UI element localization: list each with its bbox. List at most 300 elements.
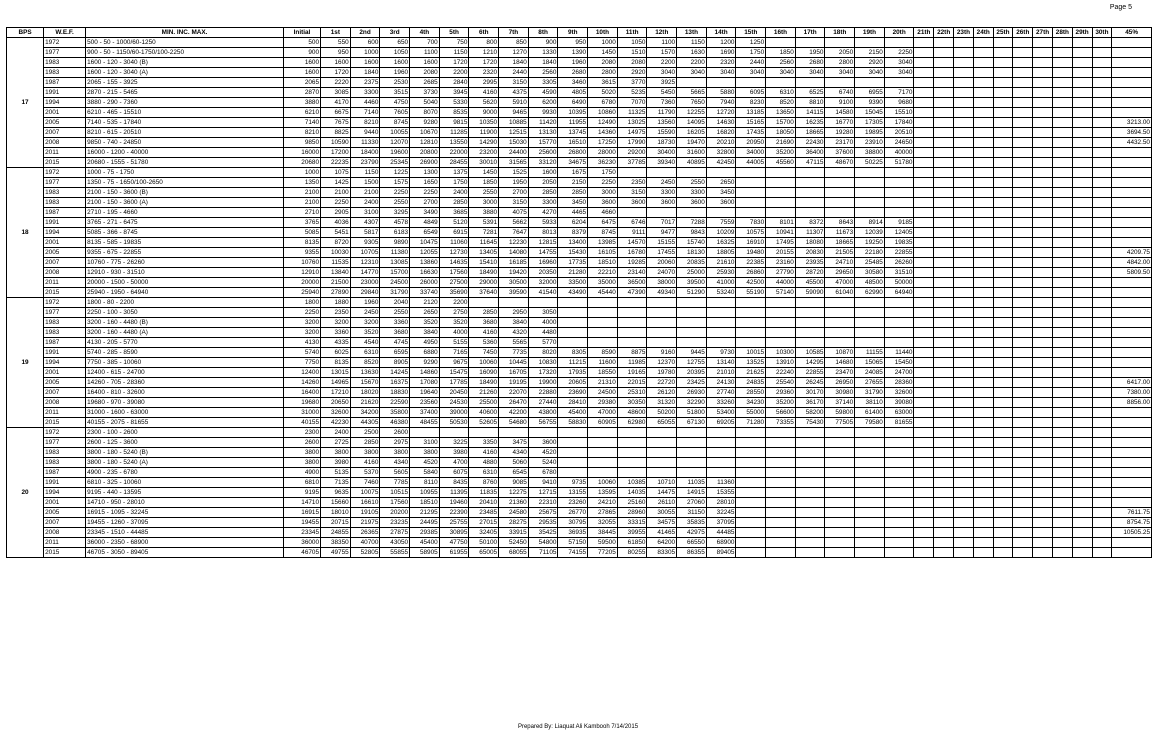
wef-year-cell: 2011 <box>44 538 86 548</box>
stage-cell <box>914 548 934 558</box>
stage-cell <box>1092 288 1112 298</box>
stage-cell <box>1072 518 1092 528</box>
stage-cell <box>973 208 993 218</box>
stage-cell: 16205 <box>677 128 707 138</box>
stage-cell: 30980 <box>825 388 855 398</box>
percent-45-cell <box>1112 218 1152 228</box>
initial-pay-cell: 1350 <box>283 178 320 188</box>
pay-range-cell: 31000 - 1600 - 63000 <box>86 408 284 418</box>
stage-cell: 6490 <box>558 98 588 108</box>
stage-cell <box>993 188 1013 198</box>
stage-cell: 45560 <box>766 158 796 168</box>
pay-range-cell: 8135 - 585 - 19835 <box>86 238 284 248</box>
stage-cell: 41000 <box>706 278 736 288</box>
stage-cell: 22390 <box>439 508 469 518</box>
wef-year-cell: 2005 <box>44 248 86 258</box>
stage-cell <box>1092 358 1112 368</box>
stage-cell <box>973 178 993 188</box>
stage-cell: 47000 <box>588 408 618 418</box>
stage-cell <box>993 48 1013 58</box>
wef-year-cell: 2007 <box>44 258 86 268</box>
stage-cell <box>914 48 934 58</box>
stage-cell <box>934 108 954 118</box>
stage-cell: 2250 <box>410 188 440 198</box>
pay-range-cell: 12910 - 930 - 31510 <box>86 268 284 278</box>
stage-cell: 2800 <box>588 68 618 78</box>
stage-cell <box>825 438 855 448</box>
stage-cell: 61400 <box>855 408 885 418</box>
stage-cell <box>973 108 993 118</box>
stage-cell <box>1092 458 1112 468</box>
stage-cell <box>1092 538 1112 548</box>
percent-45-cell <box>1112 188 1152 198</box>
stage-cell <box>993 258 1013 268</box>
stage-cell: 16090 <box>469 368 499 378</box>
stage-cell <box>1033 338 1053 348</box>
stage-cell: 1600 <box>528 168 558 178</box>
stage-cell: 9930 <box>528 108 558 118</box>
stage-cell: 21690 <box>766 138 796 148</box>
stage-cell <box>1092 268 1112 278</box>
stage-cell <box>736 178 766 188</box>
stage-cell: 40000 <box>884 148 914 158</box>
stage-cell: 950 <box>558 38 588 48</box>
initial-pay-cell: 3800 <box>283 458 320 468</box>
stage-cell <box>954 208 974 218</box>
stage-cell: 3600 <box>588 198 618 208</box>
stage-cell <box>914 408 934 418</box>
stage-cell: 4805 <box>558 88 588 98</box>
initial-pay-cell: 2100 <box>283 198 320 208</box>
stage-cell <box>1092 468 1112 478</box>
wef-year-cell: 1994 <box>44 228 86 238</box>
table-row <box>7 368 1152 378</box>
percent-45-cell <box>1112 98 1152 108</box>
column-header: 27th <box>1033 28 1053 38</box>
stage-cell: 9111 <box>617 228 647 238</box>
stage-cell <box>825 318 855 328</box>
stage-cell <box>736 338 766 348</box>
stage-cell: 5770 <box>528 338 558 348</box>
stage-cell <box>884 208 914 218</box>
stage-cell: 29385 <box>410 528 440 538</box>
stage-cell: 1850 <box>469 178 499 188</box>
stage-cell: 20350 <box>528 268 558 278</box>
stage-cell <box>647 458 677 468</box>
stage-cell: 10060 <box>588 478 618 488</box>
stage-cell <box>914 258 934 268</box>
stage-cell <box>954 348 974 358</box>
pay-range-cell: 7140 - 535 - 17840 <box>86 118 284 128</box>
stage-cell: 59800 <box>825 408 855 418</box>
stage-cell <box>1013 548 1033 558</box>
stage-cell: 34675 <box>558 158 588 168</box>
stage-cell: 1390 <box>558 48 588 58</box>
stage-cell: 3685 <box>439 208 469 218</box>
stage-cell: 17735 <box>558 258 588 268</box>
stage-cell <box>1072 348 1092 358</box>
stage-cell <box>617 318 647 328</box>
stage-cell <box>1033 138 1053 148</box>
stage-cell <box>1092 78 1112 88</box>
stage-cell: 9680 <box>884 98 914 108</box>
stage-cell <box>1052 518 1072 528</box>
stage-cell: 3300 <box>677 188 707 198</box>
stage-cell <box>954 428 974 438</box>
percent-45-cell <box>1112 198 1152 208</box>
column-header: 12th <box>647 28 677 38</box>
stage-cell <box>1013 508 1033 518</box>
stage-cell <box>766 538 796 548</box>
stage-cell <box>1033 418 1053 428</box>
stage-cell: 30500 <box>499 278 529 288</box>
stage-cell <box>914 78 934 88</box>
stage-cell: 2080 <box>588 58 618 68</box>
bps-grade-label: 20 <box>7 428 44 558</box>
stage-cell <box>1013 348 1033 358</box>
stage-cell <box>993 388 1013 398</box>
stage-cell: 2350 <box>321 308 351 318</box>
wef-year-cell: 2008 <box>44 398 86 408</box>
stage-cell: 3680 <box>380 328 410 338</box>
stage-cell <box>954 498 974 508</box>
stage-cell: 30795 <box>558 518 588 528</box>
stage-cell <box>993 468 1013 478</box>
wef-year-cell: 2011 <box>44 278 86 288</box>
stage-cell <box>1013 298 1033 308</box>
stage-cell <box>1033 488 1053 498</box>
stage-cell: 2950 <box>499 308 529 318</box>
stage-cell: 9635 <box>321 488 351 498</box>
stage-cell: 10209 <box>706 228 736 238</box>
stage-cell: 28275 <box>499 518 529 528</box>
stage-cell: 1200 <box>706 38 736 48</box>
stage-cell: 29360 <box>766 388 796 398</box>
wef-year-cell: 2001 <box>44 108 86 118</box>
stage-cell: 2800 <box>825 58 855 68</box>
pay-range-cell: 3200 - 160 - 4480 (A) <box>86 328 284 338</box>
stage-cell: 61955 <box>439 548 469 558</box>
stage-cell: 7460 <box>350 478 380 488</box>
stage-cell <box>993 128 1013 138</box>
stage-cell: 22430 <box>795 138 825 148</box>
stage-cell <box>558 328 588 338</box>
stage-cell: 10710 <box>647 478 677 488</box>
stage-cell: 23260 <box>558 498 588 508</box>
stage-cell: 800 <box>469 38 499 48</box>
stage-cell: 64940 <box>884 288 914 298</box>
page-number: Page 5 <box>1109 4 1132 11</box>
stage-cell: 56600 <box>766 408 796 418</box>
stage-cell <box>884 538 914 548</box>
stage-cell: 31565 <box>499 158 529 168</box>
table-row <box>7 288 1152 298</box>
stage-cell: 6549 <box>410 228 440 238</box>
stage-cell: 28455 <box>439 158 469 168</box>
stage-cell: 14115 <box>795 108 825 118</box>
percent-45-cell <box>1112 238 1152 248</box>
stage-cell: 8590 <box>588 348 618 358</box>
stage-cell <box>934 428 954 438</box>
stage-cell <box>1013 288 1033 298</box>
stage-cell: 3040 <box>795 68 825 78</box>
stage-cell <box>677 208 707 218</box>
pay-range-cell: 2100 - 150 - 3600 (A) <box>86 198 284 208</box>
stage-cell: 18830 <box>380 388 410 398</box>
stage-cell <box>973 538 993 548</box>
stage-cell: 81655 <box>884 418 914 428</box>
stage-cell <box>1013 218 1033 228</box>
stage-cell <box>954 108 974 118</box>
stage-cell: 52605 <box>469 418 499 428</box>
stage-cell <box>934 278 954 288</box>
stage-cell: 2905 <box>321 208 351 218</box>
stage-cell <box>914 198 934 208</box>
stage-cell: 36500 <box>617 278 647 288</box>
stage-cell <box>993 138 1013 148</box>
stage-cell: 22240 <box>766 368 796 378</box>
stage-cell <box>795 318 825 328</box>
stage-cell <box>795 448 825 458</box>
stage-cell: 2850 <box>350 438 380 448</box>
stage-cell: 3615 <box>588 78 618 88</box>
stage-cell <box>825 478 855 488</box>
stage-cell: 13405 <box>469 248 499 258</box>
stage-cell: 10385 <box>617 478 647 488</box>
stage-cell <box>914 388 934 398</box>
stage-cell: 18050 <box>766 128 796 138</box>
stage-cell: 22720 <box>647 378 677 388</box>
stage-cell: 2550 <box>380 308 410 318</box>
stage-cell <box>1052 488 1072 498</box>
stage-cell: 7785 <box>380 478 410 488</box>
stage-cell <box>677 328 707 338</box>
stage-cell <box>973 128 993 138</box>
stage-cell <box>1072 378 1092 388</box>
stage-cell <box>795 428 825 438</box>
stage-cell <box>1092 508 1112 518</box>
stage-cell <box>706 338 736 348</box>
stage-cell: 16375 <box>380 378 410 388</box>
stage-cell: 9890 <box>380 238 410 248</box>
stage-cell <box>914 308 934 318</box>
stage-cell <box>1052 238 1072 248</box>
stage-cell: 34230 <box>736 398 766 408</box>
stage-cell <box>973 478 993 488</box>
column-header: 19th <box>855 28 885 38</box>
stage-cell <box>1013 458 1033 468</box>
stage-cell: 58905 <box>410 548 440 558</box>
stage-cell: 19195 <box>499 378 529 388</box>
stage-cell <box>884 188 914 198</box>
stage-cell <box>914 428 934 438</box>
stage-cell <box>1092 158 1112 168</box>
percent-45-cell <box>1112 178 1152 188</box>
stage-cell: 3600 <box>528 438 558 448</box>
stage-cell: 13745 <box>558 128 588 138</box>
pay-range-cell: 3200 - 160 - 4480 (B) <box>86 318 284 328</box>
stage-cell: 20605 <box>558 378 588 388</box>
initial-pay-cell: 46705 <box>283 548 320 558</box>
stage-cell: 14860 <box>410 368 440 378</box>
stage-cell: 24085 <box>855 368 885 378</box>
stage-cell: 2920 <box>617 68 647 78</box>
stage-cell: 13525 <box>736 358 766 368</box>
stage-cell <box>914 518 934 528</box>
stage-cell: 22855 <box>884 248 914 258</box>
stage-cell: 8760 <box>469 478 499 488</box>
stage-cell: 17305 <box>855 118 885 128</box>
stage-cell: 14035 <box>617 488 647 498</box>
stage-cell <box>954 508 974 518</box>
stage-cell <box>1013 78 1033 88</box>
stage-cell <box>588 338 618 348</box>
stage-cell: 45400 <box>558 408 588 418</box>
stage-cell: 36170 <box>795 398 825 408</box>
stage-cell <box>1052 428 1072 438</box>
stage-cell <box>795 178 825 188</box>
stage-cell <box>795 188 825 198</box>
stage-cell: 11645 <box>469 238 499 248</box>
stage-cell: 22210 <box>588 268 618 278</box>
stage-cell: 2375 <box>350 78 380 88</box>
stage-cell: 13595 <box>588 488 618 498</box>
stage-cell <box>1092 218 1112 228</box>
stage-cell <box>617 468 647 478</box>
table-row <box>7 338 1152 348</box>
pay-range-cell: 2100 - 150 - 3600 (B) <box>86 188 284 198</box>
stage-cell: 11060 <box>439 238 469 248</box>
stage-cell <box>558 438 588 448</box>
stage-cell: 4880 <box>469 458 499 468</box>
table-row <box>7 228 1152 238</box>
stage-cell <box>677 438 707 448</box>
stage-cell <box>993 408 1013 418</box>
stage-cell: 25160 <box>617 498 647 508</box>
stage-cell: 12515 <box>499 128 529 138</box>
stage-cell: 9477 <box>647 228 677 238</box>
stage-cell: 14095 <box>677 118 707 128</box>
stage-cell <box>855 488 885 498</box>
stage-cell <box>993 428 1013 438</box>
stage-cell <box>914 348 934 358</box>
stage-cell: 64200 <box>647 538 677 548</box>
stage-cell <box>993 478 1013 488</box>
stage-cell: 4320 <box>499 328 529 338</box>
stage-cell: 29535 <box>528 518 558 528</box>
column-header: 8th <box>528 28 558 38</box>
stage-cell: 27790 <box>766 268 796 278</box>
stage-cell <box>1033 528 1053 538</box>
stage-cell: 24700 <box>884 368 914 378</box>
stage-cell <box>736 318 766 328</box>
percent-45-cell <box>1112 458 1152 468</box>
stage-cell <box>1013 518 1033 528</box>
stage-cell <box>954 268 974 278</box>
stage-cell: 31510 <box>884 268 914 278</box>
stage-cell <box>1092 248 1112 258</box>
column-header: 30th <box>1092 28 1112 38</box>
stage-cell <box>954 488 974 498</box>
pay-range-cell: 2600 - 125 - 3600 <box>86 438 284 448</box>
stage-cell <box>855 518 885 528</box>
stage-cell: 19780 <box>647 368 677 378</box>
wef-year-cell: 1994 <box>44 98 86 108</box>
stage-cell: 58200 <box>795 408 825 418</box>
pay-range-cell: 2300 - 100 - 2600 <box>86 428 284 438</box>
wef-year-cell: 1983 <box>44 448 86 458</box>
pay-range-cell: 5740 - 285 - 8590 <box>86 348 284 358</box>
stage-cell: 2400 <box>350 198 380 208</box>
stage-cell <box>954 518 974 528</box>
pay-range-cell: 500 - 50 - 1000/60-1250 <box>86 38 284 48</box>
stage-cell: 14635 <box>439 258 469 268</box>
stage-cell: 8110 <box>410 478 440 488</box>
stage-cell <box>706 468 736 478</box>
stage-cell: 30170 <box>795 388 825 398</box>
stage-cell <box>1072 318 1092 328</box>
stage-cell: 4700 <box>439 458 469 468</box>
wef-year-cell: 1972 <box>44 168 86 178</box>
stage-cell <box>973 298 993 308</box>
percent-45-cell <box>1112 548 1152 558</box>
stage-cell <box>647 328 677 338</box>
stage-cell: 21625 <box>736 368 766 378</box>
stage-cell: 74155 <box>558 548 588 558</box>
stage-cell <box>736 458 766 468</box>
stage-cell <box>766 488 796 498</box>
stage-cell: 27500 <box>439 278 469 288</box>
stage-cell: 2530 <box>380 78 410 88</box>
stage-cell: 17990 <box>617 138 647 148</box>
stage-cell <box>973 528 993 538</box>
stage-cell <box>954 228 974 238</box>
table-row <box>7 318 1152 328</box>
stage-cell: 14770 <box>350 268 380 278</box>
stage-cell: 18020 <box>350 388 380 398</box>
stage-cell <box>954 88 974 98</box>
stage-cell: 3800 <box>350 448 380 458</box>
stage-cell <box>855 458 885 468</box>
stage-cell <box>973 158 993 168</box>
stage-cell <box>1013 488 1033 498</box>
stage-cell <box>825 498 855 508</box>
stage-cell <box>1052 448 1072 458</box>
wef-year-cell: 1977 <box>44 438 86 448</box>
stage-cell: 4520 <box>528 448 558 458</box>
stage-cell <box>993 498 1013 508</box>
stage-cell: 3300 <box>647 188 677 198</box>
percent-45-cell <box>1112 288 1152 298</box>
stage-cell: 23790 <box>350 158 380 168</box>
stage-cell: 21975 <box>350 518 380 528</box>
stage-cell <box>914 478 934 488</box>
initial-pay-cell: 1800 <box>283 298 320 308</box>
table-row <box>7 248 1152 258</box>
stage-cell: 6525 <box>795 88 825 98</box>
stage-cell <box>736 538 766 548</box>
stage-cell <box>914 318 934 328</box>
stage-cell <box>1072 488 1092 498</box>
stage-cell: 35835 <box>677 518 707 528</box>
stage-cell <box>736 548 766 558</box>
stage-cell: 1225 <box>380 168 410 178</box>
stage-cell: 14680 <box>825 358 855 368</box>
stage-cell <box>558 458 588 468</box>
initial-pay-cell: 6210 <box>283 108 320 118</box>
stage-cell <box>855 508 885 518</box>
stage-cell <box>934 548 954 558</box>
